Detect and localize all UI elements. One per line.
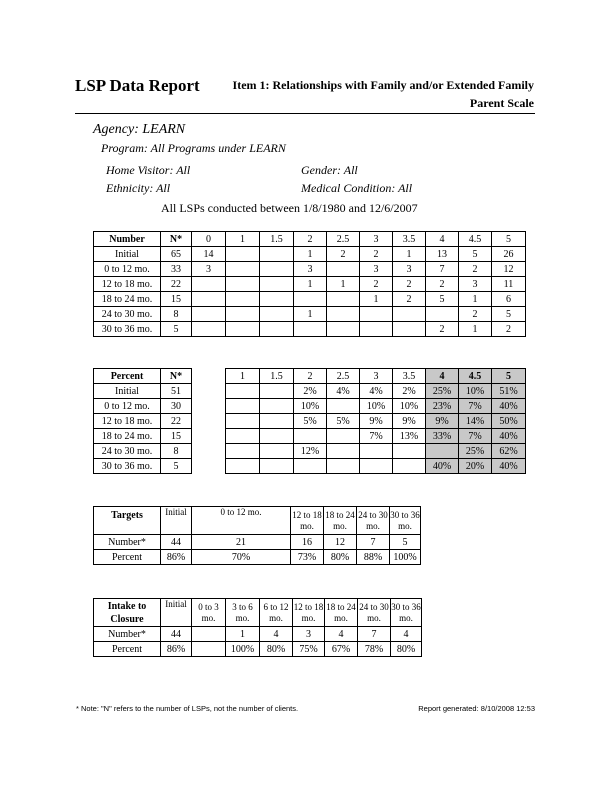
table-cell: 10%: [294, 399, 327, 414]
targets-number-cell: 5: [390, 535, 421, 550]
table-cell: 2: [393, 277, 426, 292]
targets-percent-cell: 73%: [291, 550, 324, 565]
table-cell: 7%: [459, 429, 492, 444]
row-label: 12 to 18 mo.: [94, 414, 161, 429]
intake-number-cell: [192, 627, 226, 642]
intake-percent-cell: [192, 642, 226, 657]
table-cell: 15: [161, 429, 192, 444]
targets-col-header: Initial: [161, 507, 192, 535]
column-header: 2: [294, 232, 327, 247]
footer-note: * Note: "N" refers to the number of LSPs, not the number of clients.: [76, 704, 299, 713]
intake-percent-cell: 75%: [293, 642, 325, 657]
table-cell: [327, 307, 360, 322]
targets-number-cell: 16: [291, 535, 324, 550]
table-cell: 2: [327, 247, 360, 262]
table-cell: [192, 429, 226, 444]
intake-col-header: 0 to 3 mo.: [192, 599, 226, 627]
column-header: Percent: [94, 369, 161, 384]
column-header: 2.5: [327, 232, 360, 247]
targets-percent-cell: 100%: [390, 550, 421, 565]
table-cell: 13: [426, 247, 459, 262]
row-label: 24 to 30 mo.: [94, 307, 161, 322]
report-generated: Report generated: 8/10/2008 12:53: [418, 704, 535, 713]
table-cell: 10%: [360, 399, 393, 414]
table-cell: [327, 459, 360, 474]
table-cell: 2: [360, 277, 393, 292]
table-cell: [360, 459, 393, 474]
table-cell: 22: [161, 414, 192, 429]
table-cell: 1: [360, 292, 393, 307]
table-cell: 14%: [459, 414, 492, 429]
table-cell: [393, 459, 426, 474]
column-header: 1: [226, 232, 260, 247]
column-header: Number: [94, 232, 161, 247]
intake-col-header: 24 to 30 mo.: [358, 599, 391, 627]
table-cell: [192, 414, 226, 429]
targets-percent-cell: 86%: [161, 550, 192, 565]
table-cell: 2%: [294, 384, 327, 399]
date-range: All LSPs conducted between 1/8/1980 and 12/6/2007: [161, 201, 418, 215]
row-label: 30 to 36 mo.: [94, 322, 161, 337]
row-label: 0 to 12 mo.: [94, 399, 161, 414]
intake-col-header: 3 to 6 mo.: [226, 599, 260, 627]
item-title: Item 1: Relationships with Family and/or Extended Family: [232, 78, 534, 92]
row-label: Initial: [94, 384, 161, 399]
table-cell: [327, 429, 360, 444]
table-cell: 1: [459, 292, 492, 307]
table-cell: [226, 247, 260, 262]
table-cell: [192, 322, 226, 337]
column-header: 0: [192, 232, 226, 247]
intake-percent-cell: 86%: [161, 642, 192, 657]
intake-label: Intake to Closure: [94, 599, 161, 627]
targets-number-cell: 44: [161, 535, 192, 550]
intake-percent-label: Percent: [94, 642, 161, 657]
row-label: 12 to 18 mo.: [94, 277, 161, 292]
table-cell: 15: [161, 292, 192, 307]
table-cell: [294, 322, 327, 337]
table-cell: 14: [192, 247, 226, 262]
table-cell: 26: [492, 247, 526, 262]
row-label: 30 to 36 mo.: [94, 459, 161, 474]
intake-number-cell: 1: [226, 627, 260, 642]
column-header: 3.5: [393, 369, 426, 384]
targets-number-label: Number*: [94, 535, 161, 550]
medical-condition-filter: Medical Condition: All: [301, 181, 413, 195]
table-cell: 62%: [492, 444, 526, 459]
table-row: [94, 262, 526, 277]
intake-closure-table: [93, 598, 422, 657]
table-cell: 7%: [360, 429, 393, 444]
table-cell: 2: [492, 322, 526, 337]
table-cell: 3: [393, 262, 426, 277]
intake-percent-cell: 80%: [260, 642, 293, 657]
table-cell: 40%: [492, 429, 526, 444]
column-header: 4.5: [459, 369, 492, 384]
table-cell: [192, 277, 226, 292]
table-cell: 6: [492, 292, 526, 307]
table-cell: 2: [360, 247, 393, 262]
table-cell: 1: [393, 247, 426, 262]
table-cell: 22: [161, 277, 192, 292]
column-header: N*: [161, 232, 192, 247]
table-cell: 10%: [459, 384, 492, 399]
table-cell: 3: [459, 277, 492, 292]
table-cell: [260, 292, 294, 307]
table-cell: 3: [294, 262, 327, 277]
table-cell: 1: [459, 322, 492, 337]
table-cell: [192, 459, 226, 474]
intake-number-label: Number*: [94, 627, 161, 642]
column-header: 5: [492, 369, 526, 384]
program-filter: Program: All Programs under LEARN: [101, 141, 286, 155]
table-cell: [327, 322, 360, 337]
column-header: 2: [294, 369, 327, 384]
table-cell: [393, 444, 426, 459]
table-cell: 5: [459, 247, 492, 262]
column-header: 3: [360, 369, 393, 384]
table-cell: 40%: [426, 459, 459, 474]
table-cell: [327, 399, 360, 414]
intake-percent-cell: 67%: [325, 642, 358, 657]
table-cell: 5: [161, 459, 192, 474]
row-label: 0 to 12 mo.: [94, 262, 161, 277]
table-cell: [294, 429, 327, 444]
table-cell: [226, 429, 260, 444]
intake-percent-cell: 78%: [358, 642, 391, 657]
table-header-row: [94, 369, 526, 384]
agency-filter: Agency: LEARN: [93, 122, 186, 137]
table-cell: [260, 429, 294, 444]
table-cell: 5: [161, 322, 192, 337]
table-cell: 2: [393, 292, 426, 307]
table-cell: [260, 307, 294, 322]
table-cell: [426, 307, 459, 322]
table-cell: 10%: [393, 399, 426, 414]
table-cell: 33%: [426, 429, 459, 444]
column-header: N*: [161, 369, 192, 384]
targets-col-header: 30 to 36 mo.: [390, 507, 421, 535]
table-cell: 2: [459, 262, 492, 277]
table-cell: [260, 399, 294, 414]
targets-col-header: 12 to 18 mo.: [291, 507, 324, 535]
table-cell: [360, 322, 393, 337]
table-cell: [327, 444, 360, 459]
row-label: Initial: [94, 247, 161, 262]
table-cell: 5%: [294, 414, 327, 429]
column-header: 4: [426, 369, 459, 384]
table-cell: [226, 322, 260, 337]
table-cell: 5: [426, 292, 459, 307]
column-header: 5: [492, 232, 526, 247]
targets-number-cell: 21: [192, 535, 291, 550]
table-row: [94, 384, 526, 399]
table-cell: [260, 262, 294, 277]
table-cell: 13%: [393, 429, 426, 444]
intake-percent-cell: 80%: [391, 642, 422, 657]
table-cell: 12: [492, 262, 526, 277]
table-cell: [226, 307, 260, 322]
table-cell: 40%: [492, 459, 526, 474]
table-cell: [226, 262, 260, 277]
home-visitor-filter: Home Visitor: All: [106, 163, 191, 177]
table-cell: 9%: [393, 414, 426, 429]
targets-percent-label: Percent: [94, 550, 161, 565]
table-row: [94, 277, 526, 292]
row-label: 24 to 30 mo.: [94, 444, 161, 459]
table-cell: 9%: [360, 414, 393, 429]
table-cell: 7: [426, 262, 459, 277]
table-cell: 50%: [492, 414, 526, 429]
table-cell: 40%: [492, 399, 526, 414]
table-cell: [327, 262, 360, 277]
scale-label: Parent Scale: [469, 96, 534, 110]
gender-filter: Gender: All: [301, 163, 358, 177]
table-cell: 7%: [459, 399, 492, 414]
table-cell: [327, 292, 360, 307]
table-row: [94, 307, 526, 322]
table-cell: 3: [192, 262, 226, 277]
targets-percent-cell: 80%: [324, 550, 357, 565]
column-header: 1.5: [260, 232, 294, 247]
table-cell: [226, 444, 260, 459]
table-cell: 2%: [393, 384, 426, 399]
table-cell: [192, 399, 226, 414]
targets-percent-cell: 70%: [192, 550, 291, 565]
table-cell: 8: [161, 444, 192, 459]
targets-label: Targets: [94, 507, 161, 535]
table-cell: 12%: [294, 444, 327, 459]
report-title: LSP Data Report: [75, 76, 200, 95]
targets-col-header: 0 to 12 mo.: [192, 507, 291, 535]
column-header: 3.5: [393, 232, 426, 247]
table-cell: [192, 384, 226, 399]
table-cell: 4%: [327, 384, 360, 399]
column-header: [192, 369, 226, 384]
table-cell: 5: [492, 307, 526, 322]
table-cell: 30: [161, 399, 192, 414]
table-cell: 11: [492, 277, 526, 292]
targets-col-header: 18 to 24 mo.: [324, 507, 357, 535]
table-cell: [360, 444, 393, 459]
table-row: [94, 414, 526, 429]
table-cell: 65: [161, 247, 192, 262]
table-cell: 4%: [360, 384, 393, 399]
table-cell: 3: [360, 262, 393, 277]
targets-col-header: 24 to 30 mo.: [357, 507, 390, 535]
table-cell: 1: [327, 277, 360, 292]
table-row: [94, 292, 526, 307]
table-cell: [393, 322, 426, 337]
table-cell: [192, 444, 226, 459]
table-cell: 51%: [492, 384, 526, 399]
intake-col-header: 18 to 24 mo.: [325, 599, 358, 627]
table-cell: [260, 277, 294, 292]
row-label: 18 to 24 mo.: [94, 292, 161, 307]
ethnicity-filter: Ethnicity: All: [106, 181, 171, 195]
table-cell: 1: [294, 247, 327, 262]
table-cell: [294, 459, 327, 474]
table-cell: 2: [459, 307, 492, 322]
table-cell: 8: [161, 307, 192, 322]
table-cell: [226, 292, 260, 307]
table-cell: 33: [161, 262, 192, 277]
table-cell: 20%: [459, 459, 492, 474]
intake-number-cell: 4: [325, 627, 358, 642]
table-cell: 9%: [426, 414, 459, 429]
intake-number-cell: 4: [260, 627, 293, 642]
table-cell: 1: [294, 307, 327, 322]
targets-number-cell: 12: [324, 535, 357, 550]
table-cell: 2: [426, 277, 459, 292]
table-cell: 51: [161, 384, 192, 399]
column-header: 1: [226, 369, 260, 384]
table-cell: 25%: [459, 444, 492, 459]
table-cell: [260, 459, 294, 474]
intake-number-cell: 7: [358, 627, 391, 642]
table-cell: [393, 307, 426, 322]
number-table: [93, 231, 526, 337]
table-header-row: [94, 232, 526, 247]
intake-col-header: 30 to 36 mo.: [391, 599, 422, 627]
targets-number-cell: 7: [357, 535, 390, 550]
column-header: 2.5: [327, 369, 360, 384]
table-row: [94, 399, 526, 414]
targets-table: [93, 506, 421, 565]
column-header: 3: [360, 232, 393, 247]
table-cell: [294, 292, 327, 307]
table-row: [94, 247, 526, 262]
table-cell: 1: [294, 277, 327, 292]
table-cell: [226, 277, 260, 292]
column-header: 1.5: [260, 369, 294, 384]
percent-table: [93, 368, 526, 474]
table-cell: 2: [426, 322, 459, 337]
table-cell: [226, 459, 260, 474]
intake-number-cell: 44: [161, 627, 192, 642]
table-cell: [192, 292, 226, 307]
header-divider: [75, 113, 535, 114]
table-cell: [260, 247, 294, 262]
row-label: 18 to 24 mo.: [94, 429, 161, 444]
table-cell: [260, 444, 294, 459]
table-row: [94, 429, 526, 444]
intake-number-cell: 4: [391, 627, 422, 642]
table-row: [94, 322, 526, 337]
table-cell: 5%: [327, 414, 360, 429]
table-cell: 23%: [426, 399, 459, 414]
table-cell: [226, 414, 260, 429]
table-cell: [260, 322, 294, 337]
intake-col-header: 12 to 18 mo.: [293, 599, 325, 627]
table-cell: [426, 444, 459, 459]
table-row: [94, 444, 526, 459]
table-cell: [260, 414, 294, 429]
column-header: 4.5: [459, 232, 492, 247]
column-header: 4: [426, 232, 459, 247]
targets-percent-cell: 88%: [357, 550, 390, 565]
table-cell: [226, 399, 260, 414]
table-cell: [360, 307, 393, 322]
intake-col-header: 6 to 12 mo.: [260, 599, 293, 627]
table-cell: [226, 384, 260, 399]
intake-number-cell: 3: [293, 627, 325, 642]
table-row: [94, 459, 526, 474]
intake-col-header: Initial: [161, 599, 192, 627]
table-cell: 25%: [426, 384, 459, 399]
table-cell: [260, 384, 294, 399]
table-cell: [192, 307, 226, 322]
intake-percent-cell: 100%: [226, 642, 260, 657]
